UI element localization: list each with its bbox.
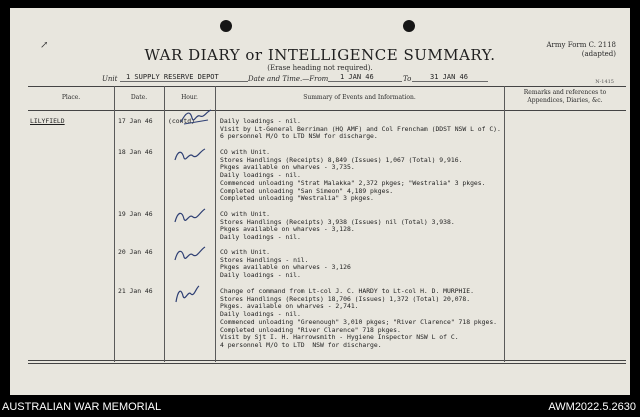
entry-summary [220,288,497,350]
to-label: To [403,75,412,83]
col-head-remarks-line2: Appendices, Diaries, &c. [527,97,603,104]
col-head-place: Place. [61,94,81,101]
summary-line: CO with Unit. [220,210,271,218]
summary-line: Daily loadings - nil. [220,117,301,125]
entry-place: LILYFIELD [30,117,65,125]
summary-line: Visit by Sjt I. H. Harrowsmith - Hygiene Inspector NSW L of C. [220,333,459,342]
summary-line: Stores Handlings (Receipts) 18,706 (Issues) 1,372 (Total) 20,078. [220,294,471,303]
page-title: WAR DIARY or INTELLIGENCE SUMMARY. [144,46,496,64]
initials-signature [172,206,208,228]
summary-line: 6 personnel M/O to LTD NSW for discharge. [220,132,378,141]
col-divider-place-date [114,86,115,362]
entry-date: 18 Jan 46 [118,148,153,156]
col-divider-summary-remarks [504,86,505,362]
page-subtitle: (Erase heading not required). [267,64,373,72]
form-adapted-text: (adapted) [581,50,616,58]
summary-line: Change of command from Lt-col J. C. HARDY to Lt-col H. D. MURPHIE. [220,287,474,295]
table-bottom-rule-2 [28,363,626,364]
col-head-date: Date. [130,94,148,101]
summary-line: Stores Handlings (Receipts) 8,849 (Issues) 1,067 (Total) 9,916. [220,155,463,164]
initials-signature [178,106,214,128]
table-header-rule [28,110,626,111]
punch-hole-left [220,20,232,32]
entry-hour: (contd) [168,117,195,125]
summary-line: Commenced unloading "Strat Malakka" 2,372 pkges; "Westralia" 3 pkges. [220,178,486,187]
form-number-text: Army Form C. 2118 [546,41,616,49]
summary-line: Pkges. available on wharves - 2,741. [220,302,359,311]
summary-line: Completed unloading "San Simeon" 4,189 pkges. [220,186,394,195]
summary-line: Daily loadings - nil. [220,233,301,242]
summary-line: Daily loadings - nil. [220,310,301,319]
summary-line: Pkges available on wharves - 3,128. [220,225,355,234]
footer-accession-number: AWM2022.5.2630 [548,401,636,413]
date-to-value: 31 JAN 46 [430,73,468,81]
col-divider-hour-summary [215,86,216,362]
unit-underline [120,81,248,82]
serial-note: N-1415 [595,79,614,85]
entry-date: 19 Jan 46 [118,210,153,218]
unit-value: 1 SUPPLY RESERVE DEPOT [126,73,219,81]
summary-line: Visit by Lt-General Berriman (HQ AMF) and Col Frencham (DDST NSW L of C). [220,124,501,133]
summary-line: Pkges available on wharves - 3,126 [220,263,351,272]
table-top-rule [28,86,626,87]
col-divider-date-hour [164,86,165,362]
punch-hole-right [403,20,415,32]
summary-line: Stores Handlings (Receipts) 3,938 (Issues) nil (Total) 3,938. [220,217,455,226]
entry-summary [220,118,501,141]
table-bottom-rule [28,360,626,361]
entry-summary [220,211,455,242]
margin-pencil-mark: ↗ [40,40,49,51]
unit-label: Unit [102,75,118,83]
entry-date: 20 Jan 46 [118,248,153,256]
initials-signature [172,146,208,166]
col-head-remarks-line1: Remarks and references to [523,89,607,96]
summary-line: CO with Unit. [220,248,271,256]
entry-summary [220,149,485,203]
col-head-summary: Summary of Events and Information. [303,94,416,101]
summary-line: Completed unloading "River Clarence" 718 pkges. [220,325,401,334]
summary-line: Stores Handlings - nil. [220,255,309,264]
date-from-underline [328,81,402,82]
summary-line: Pkges available on wharves - 3,735. [220,163,355,172]
col-head-remarks [504,89,626,105]
footer-institution: AUSTRALIAN WAR MEMORIAL [2,401,162,413]
date-label: Date and Time.—From [248,75,329,83]
summary-line: CO with Unit. [220,148,271,156]
diary-page [10,8,630,395]
entry-date: 17 Jan 46 [118,117,153,125]
summary-line: Completed unloading "Westralia" 3 pkges. [220,194,374,203]
date-to-underline [412,81,488,82]
initials-signature [172,282,202,306]
form-number [547,41,617,59]
initials-signature [172,244,208,266]
date-from-value: 1 JAN 46 [340,73,374,81]
col-head-hour: Hour. [181,94,198,101]
summary-line: Daily loadings - nil. [220,171,301,180]
summary-line: 4 personnel M/O to LTD NSW for discharge. [220,340,382,349]
summary-line: Daily loadings - nil. [220,271,301,280]
entry-summary [220,249,351,280]
summary-line: Commenced unloading "Greenough" 3,010 pkges; "River Clarence" 718 pkges. [220,317,498,326]
entry-date: 21 Jan 46 [118,287,153,295]
